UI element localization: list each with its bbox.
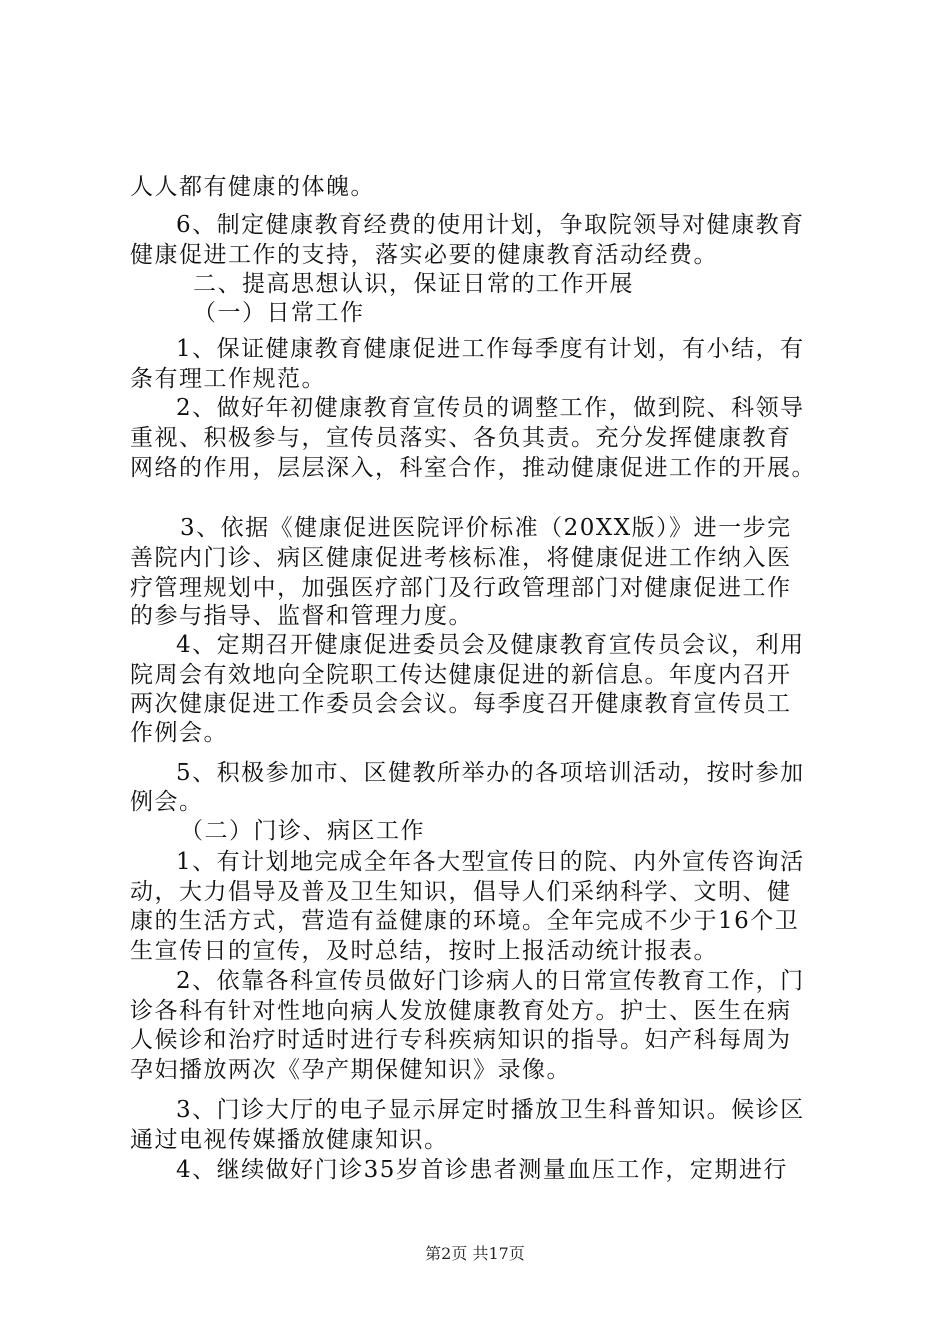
text-line: 院周会有效地向全院职工传达健康促进的新信息。年度内召开	[130, 662, 792, 688]
paragraph-line: 4、继续做好门诊35岁首诊患者测量血压工作，定期进行	[176, 1157, 788, 1183]
paragraph-line: 5、积极参加市、区健教所举办的各项培训活动，按时参加	[176, 760, 805, 786]
text-line: 网络的作用，层层深入，科室合作，推动健康促进工作的开展。	[130, 455, 816, 481]
paragraph-line: 4、定期召开健康促进委员会及健康教育宣传员会议，利用	[176, 632, 805, 658]
paragraph-line: 3、依据《健康促进医院评价标准（20XX版）》进一步完	[180, 515, 792, 541]
text-line: 动，大力倡导及普及卫生知识，倡导人们采纳科学、文明、健	[130, 879, 792, 905]
paragraph-line: 2、依靠各科宣传员做好门诊病人的日常宣传教育工作，门	[176, 968, 805, 994]
paragraph-line: 6、制定健康教育经费的使用计划，争取院领导对健康教育	[176, 212, 805, 238]
subsection-heading: （一）日常工作	[193, 300, 365, 326]
text-line: 人人都有健康的体魄。	[130, 174, 375, 200]
text-line: 的参与指导、监督和管理力度。	[130, 603, 473, 629]
text-line: 两次健康促进工作委员会会议。每季度召开健康教育宣传员工	[130, 691, 792, 717]
text-line: 通过电视传媒播放健康知识。	[130, 1127, 449, 1153]
text-line: 生宣传日的宣传，及时总结，按时上报活动统计报表。	[130, 938, 718, 964]
text-line: 健康促进工作的支持，落实必要的健康教育活动经费。	[130, 242, 718, 268]
section-heading: 二、提高思想认识，保证日常的工作开展	[193, 271, 634, 297]
text-line: 善院内门诊、病区健康促进考核标准，将健康促进工作纳入医	[130, 545, 792, 571]
text-line: 条有理工作规范。	[130, 366, 326, 392]
text-line: 人候诊和治疗时适时进行专科疾病知识的指导。妇产科每周为	[130, 1027, 792, 1053]
paragraph-line: 2、做好年初健康教育宣传员的调整工作，做到院、科领导	[176, 395, 805, 421]
paragraph-line: 1、有计划地完成全年各大型宣传日的院、内外宣传咨询活	[176, 849, 805, 875]
text-line: 例会。	[130, 789, 204, 815]
page-footer: 第2页 共17页	[425, 1244, 525, 1263]
text-line: 疗管理规划中，加强医疗部门及行政管理部门对健康促进工作	[130, 575, 792, 601]
text-line: 孕妇播放两次《孕产期保健知识》录像。	[130, 1057, 571, 1083]
paragraph-line: 3、门诊大厅的电子显示屏定时播放卫生科普知识。候诊区	[176, 1097, 805, 1123]
text-line: 重视、积极参与，宣传员落实、各负其责。充分发挥健康教育	[130, 425, 792, 451]
text-line: 康的生活方式，营造有益健康的环境。全年完成不少于16个卫	[130, 908, 800, 934]
paragraph-line: 1、保证健康教育健康促进工作每季度有计划，有小结，有	[176, 336, 805, 362]
text-line: 作例会。	[130, 720, 228, 746]
text-line: 诊各科有针对性地向病人发放健康教育处方。护士、医生在病	[130, 998, 792, 1024]
subsection-heading: （二）门诊、病区工作	[180, 818, 425, 844]
